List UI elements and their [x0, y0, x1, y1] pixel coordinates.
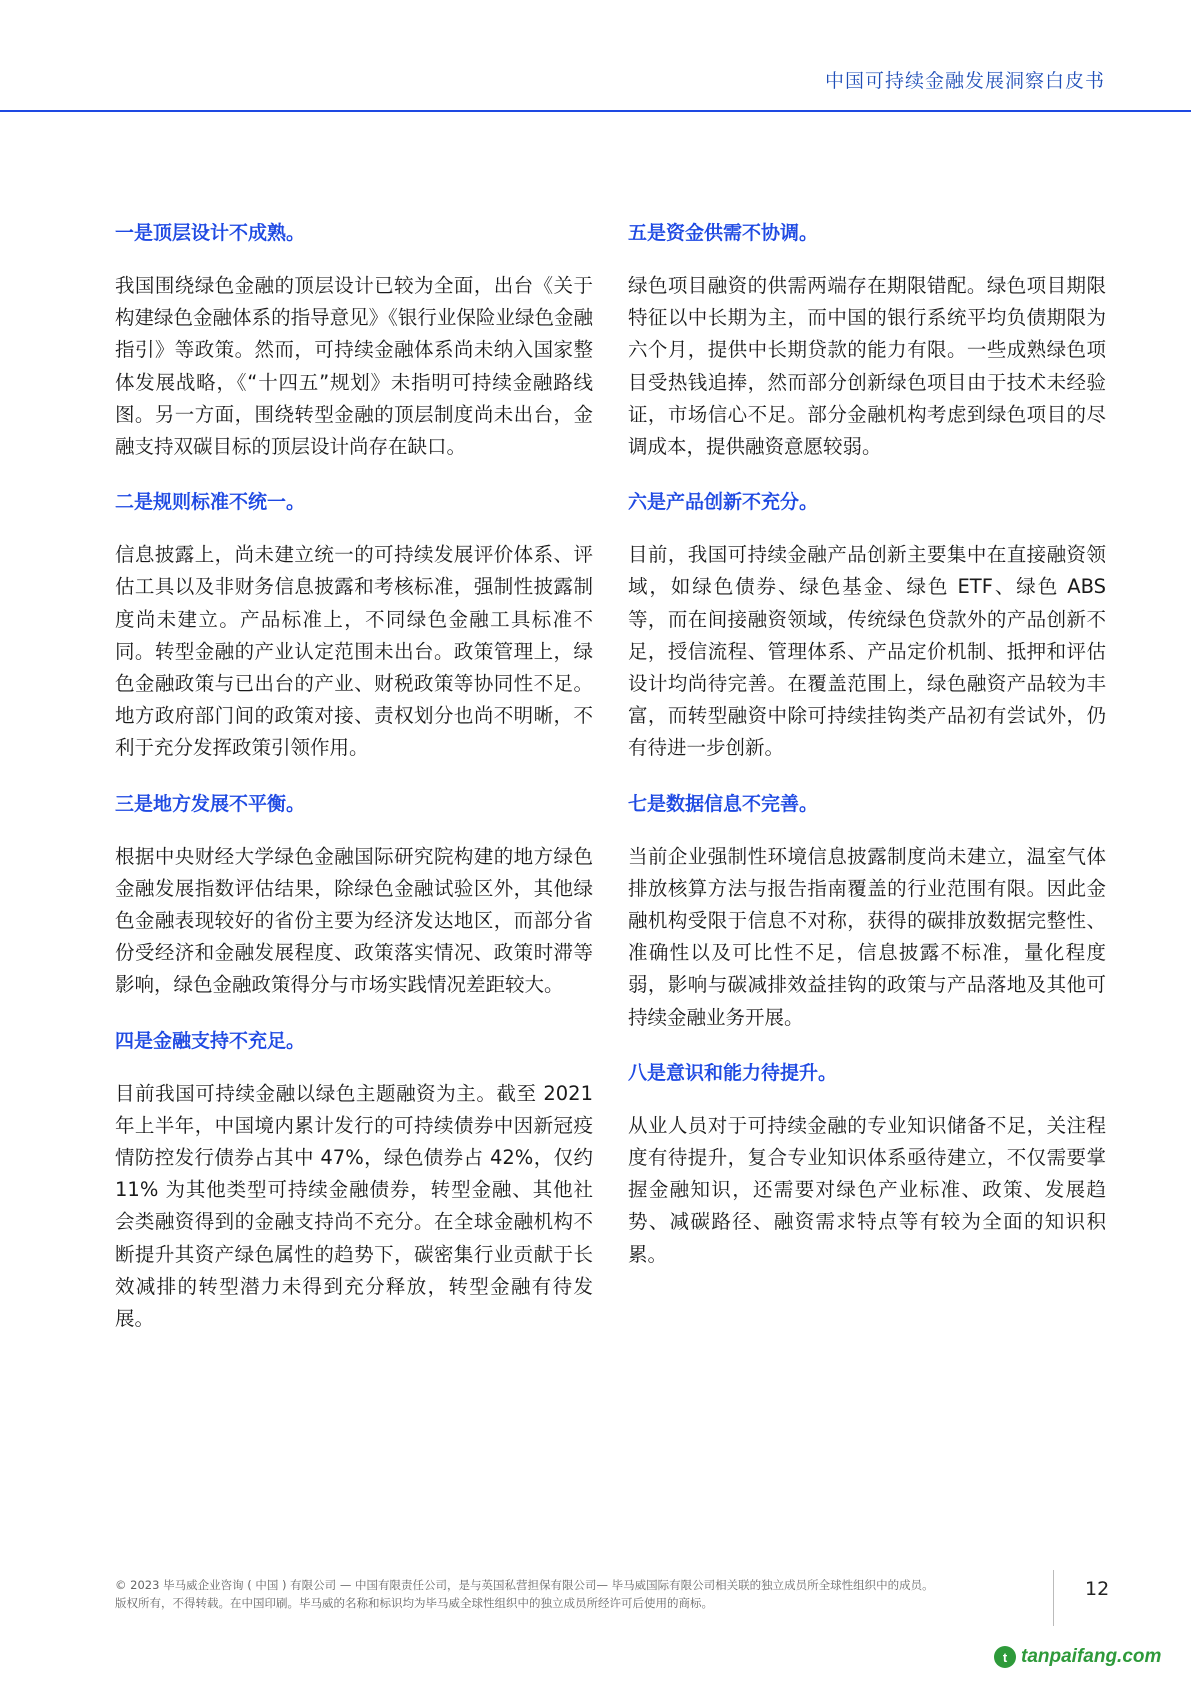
- section-body: 绿色项目融资的供需两端存在期限错配。绿色项目期限特征以中长期为主，而中国的银行系统平均负债期限为六个月，提供中长期贷款的能力有限。一些成熟绿色项目受热钱追捧，然而部分创新绿色项目由于技术未经验证，市场信心不足。部分金融机构考虑到绿色项目的尽调成本，提供融资意愿较弱。: [628, 274, 1106, 459]
- section-4: [115, 1026, 593, 1336]
- section-title: 五是资金供需不协调。: [628, 222, 819, 244]
- header-title: 中国可持续金融发展洞察白皮书: [824, 70, 1105, 92]
- left-column: [115, 218, 593, 1359]
- footer-line-2: 版权所有，不得转载。在中国印刷。毕马威的名称和标识均为毕马威全球性组织中的独立成员所经许可后使用的商标。: [115, 1596, 713, 1610]
- watermark-text: tanpaifang.com: [1021, 1646, 1162, 1667]
- footer-copyright: [115, 1576, 1015, 1612]
- section-body: 我国围绕绿色金融的顶层设计已较为全面，出台《关于构建绿色金融体系的指导意见》《银行业保险业绿色金融指引》等政策。然而，可持续金融体系尚未纳入国家整体发展战略，《“十四五”规划》未指明可持续金融路线图。另一方面，围绕转型金融的顶层制度尚未出台，金融支持双碳目标的顶层设计尚存在缺口。: [115, 274, 593, 459]
- watermark: [994, 1640, 1161, 1674]
- section-title: 三是地方发展不平衡。: [115, 792, 306, 815]
- section-body: 根据中央财经大学绿色金融国际研究院构建的地方绿色金融发展指数评估结果，除绿色金融试验区外，其他绿色金融表现较好的省份主要为经济发达地区，而部分省份受经济和金融发展程度、政策落实情况、政策时滞等影响，绿色金融政策得分与市场实践情况差距较大。: [115, 844, 593, 997]
- section-body: 目前我国可持续金融以绿色主题融资为主。截至 2021 年上半年，中国境内累计发行的可持续债券中因新冠疫情防控发行债券占其中 47%，绿色债券占 42%，仅约 11% 为其他类型可持续金融债券，转型金融、其他社会类融资得到的金融支持尚不充分。在全球金融机构不断提升其资产绿色属性的趋势下，碳密集行业贡献于长效减排的转型潜力未得到充分释放，转型金融有待发展。: [115, 1081, 593, 1331]
- footer-divider: [1053, 1570, 1054, 1626]
- section-body: 信息披露上，尚未建立统一的可持续发展评价体系、评估工具以及非财务信息披露和考核标准，强制性披露制度尚未建立。产品标准上，不同绿色金融工具标准不同。转型金融的产业认定范围未出台。政策管理上，绿色金融政策与已出台的产业、财税政策等协同性不足。地方政府部门间的政策对接、责权划分也尚不明晰，不利于充分发挥政策引领作用。: [115, 543, 593, 760]
- header-divider: [0, 110, 1191, 112]
- leaf-logo-icon: t: [994, 1646, 1016, 1668]
- section-title: 七是数据信息不完善。: [628, 792, 819, 815]
- section-7: [628, 789, 1106, 1034]
- page-number: 12: [1085, 1578, 1110, 1600]
- footer-line-1: © 2023 毕马威企业咨询 ( 中国 ) 有限公司 — 中国有限责任公司，是与英国私营担保有限公司— 毕马威国际有限公司相关联的独立成员所全球性组织中的成员。: [115, 1578, 934, 1592]
- section-3: [115, 789, 593, 1002]
- section-1: [115, 218, 593, 463]
- section-title: 一是顶层设计不成熟。: [115, 222, 306, 244]
- section-2: [115, 487, 593, 764]
- section-title: 二是规则标准不统一。: [115, 491, 306, 514]
- section-body: 当前企业强制性环境信息披露制度尚未建立，温室气体排放核算方法与报告指南覆盖的行业范围有限。因此金融机构受限于信息不对称，获得的碳排放数据完整性、准确性以及可比性不足，信息披露不标准，量化程度弱，影响与碳减排效益挂钩的政策与产品落地及其他可持续金融业务开展。: [628, 844, 1106, 1029]
- section-body: 从业人员对于可持续金融的专业知识储备不足，关注程度有待提升，复合专业知识体系亟待建立，不仅需要掌握金融知识，还需要对绿色产业标准、政策、发展趋势、减碳路径、融资需求特点等有较为全面的知识积累。: [628, 1113, 1106, 1266]
- right-column: [628, 218, 1106, 1295]
- section-title: 六是产品创新不充分。: [628, 491, 819, 514]
- section-5: [628, 218, 1106, 463]
- section-title: 八是意识和能力待提升。: [628, 1061, 838, 1084]
- section-title: 四是金融支持不充足。: [115, 1029, 306, 1052]
- section-8: [628, 1058, 1106, 1271]
- section-body: 目前，我国可持续金融产品创新主要集中在直接融资领域，如绿色债券、绿色基金、绿色 ETF、绿色 ABS 等，而在间接融资领域，传统绿色贷款外的产品创新不足，授信流程、管理体系、产品定价机制、抵押和评估设计均尚待完善。在覆盖范围上，绿色融资产品较为丰富，而转型融资中除可持续挂钩类产品初有尝试外，仍有待进一步创新。: [628, 543, 1106, 760]
- section-6: [628, 487, 1106, 764]
